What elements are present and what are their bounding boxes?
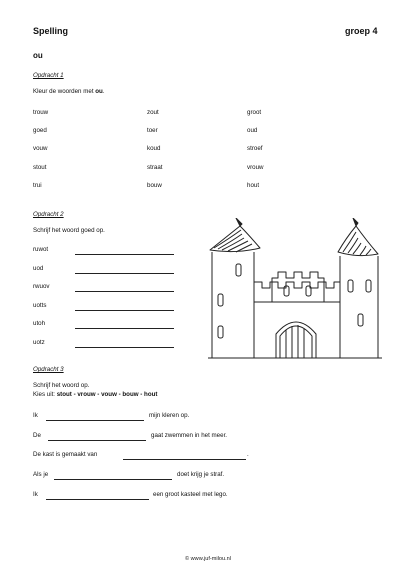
sentence-end: mijn kleren op.: [149, 412, 190, 419]
answer-line[interactable]: [75, 347, 174, 348]
answer-line[interactable]: [46, 420, 144, 421]
answer-line[interactable]: [123, 459, 246, 460]
opdracht1-instruction: Kleur de woorden met ou.: [33, 88, 105, 95]
opdracht2-title: Opdracht 2: [33, 211, 64, 218]
grid-word: toer: [147, 127, 158, 134]
sentence-start: De: [33, 432, 41, 439]
answer-line[interactable]: [54, 479, 172, 480]
sentence-end: gaat zwemmen in het meer.: [151, 432, 228, 439]
grid-word: groot: [247, 109, 262, 116]
answer-line[interactable]: [75, 254, 174, 255]
footer-copyright: © www.juf-milou.nl: [184, 556, 232, 562]
sentence-start: De kast is gemaakt van: [33, 451, 98, 458]
sentence-end: doet krijg je straf.: [177, 471, 225, 478]
sentence-start: Ik: [33, 491, 38, 498]
answer-line[interactable]: [75, 328, 174, 329]
grid-word: stroef: [247, 145, 263, 152]
answer-line[interactable]: [75, 273, 174, 274]
grid-word: stout: [33, 164, 47, 171]
grid-word: zout: [147, 109, 159, 116]
grid-word: trui: [33, 182, 42, 189]
grid-word: straat: [147, 164, 163, 171]
sentence-start: Ik: [33, 412, 38, 419]
answer-line[interactable]: [75, 310, 174, 311]
grid-word: goed: [33, 127, 47, 134]
opdracht3-instruction: Schrijf het woord op.: [33, 382, 90, 389]
topic-heading: ou: [33, 51, 43, 60]
scrambled-word: ruwot: [33, 246, 49, 253]
opdracht3-title: Opdracht 3: [33, 366, 64, 373]
grid-word: vrouw: [247, 164, 264, 171]
scrambled-word: uotts: [33, 302, 47, 309]
worksheet-title: Spelling: [33, 26, 69, 36]
opdracht2-instruction: Schrijf het woord goed op.: [33, 227, 105, 234]
scrambled-word: uod: [33, 265, 44, 272]
group-label: groep 4: [345, 26, 378, 36]
opdracht1-title: Opdracht 1: [33, 72, 64, 79]
opdracht3-choices: Kies uit: stout - vrouw - vouw - bouw - hout: [33, 391, 158, 398]
grid-word: trouw: [33, 109, 49, 116]
answer-line[interactable]: [75, 291, 174, 292]
castle-icon: [198, 218, 388, 378]
grid-word: vouw: [33, 145, 48, 152]
sentence-end: een groot kasteel met lego.: [153, 491, 228, 498]
scrambled-word: utoh: [33, 320, 46, 327]
grid-word: hout: [247, 182, 260, 189]
grid-word: koud: [147, 145, 161, 152]
scrambled-word: rwuov: [33, 283, 50, 290]
grid-word: oud: [247, 127, 258, 134]
grid-word: bouw: [147, 182, 162, 189]
answer-line[interactable]: [48, 440, 146, 441]
scrambled-word: uotz: [33, 339, 45, 346]
sentence-start: Als je: [33, 471, 49, 478]
sentence-end: .: [247, 451, 249, 458]
answer-line[interactable]: [46, 499, 149, 500]
